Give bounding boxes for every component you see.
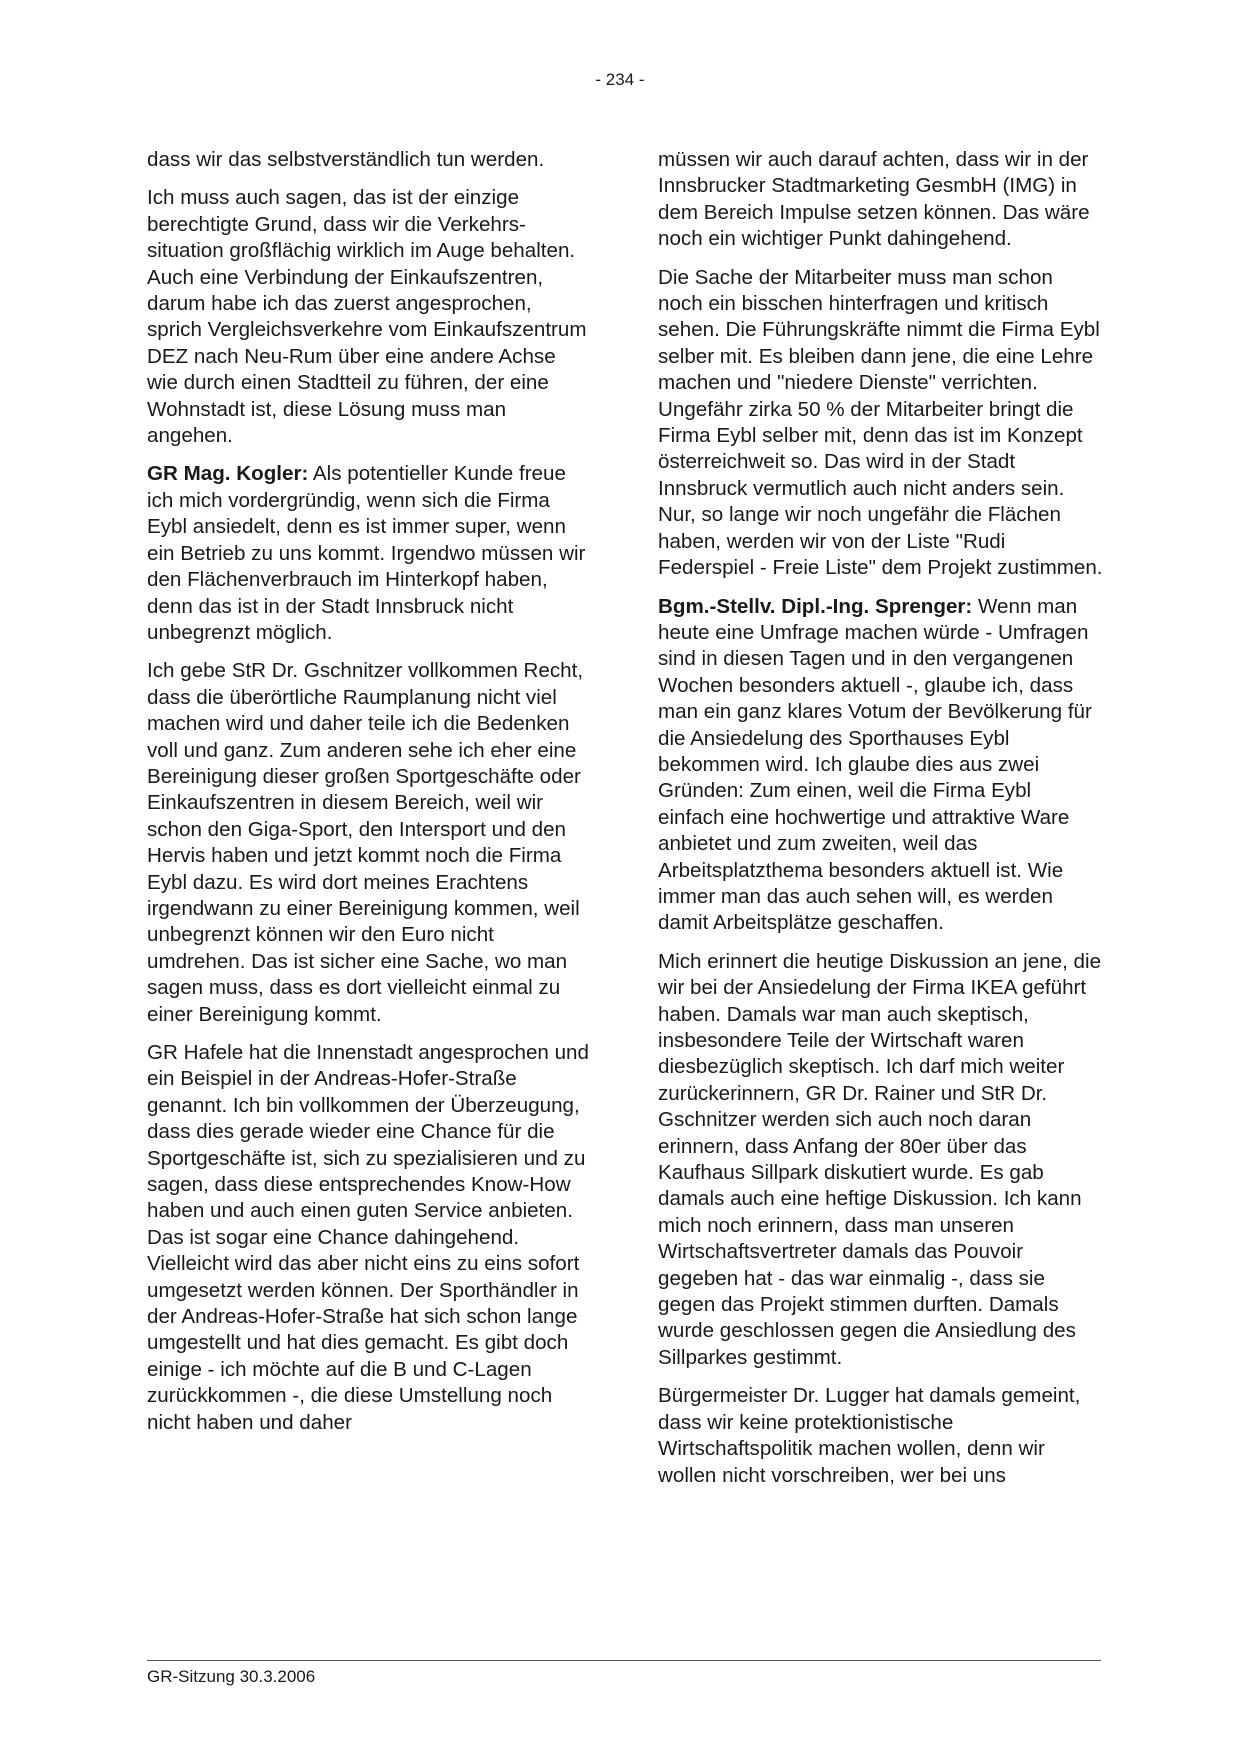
- paragraph: [147, 461, 592, 646]
- paragraph: dass wir das selbstverständlich tun werden.: [147, 148, 545, 171]
- paragraph: Ich muss auch sagen, das ist der einzige berechtigte Grund, dass wir die Verkehrssituation großflächig wirklich im Auge behalten. Auch eine Verbindung der Einkaufszentren, darum habe ich das zuerst angesprochen, sprich Vergleichsverkehre vom Einkaufszentrum DEZ nach Neu-Rum über eine andere Achse wie durch einen Stadtteil zu führen, der eine Wohnstadt ist, diese Lösung muss man angehen.: [147, 186, 587, 448]
- left-column: [147, 147, 592, 1448]
- footer-session-label: GR-Sitzung 30.3.2006: [147, 1667, 316, 1686]
- paragraph: Mich erinnert die heutige Diskussion an jene, die wir bei der Ansiedelung der Firma IKEA geführt haben. Damals war man auch skeptisch, insbesondere Teile der Wirtschaft waren diesbezüglich skeptisch. Ich darf mich weiter zurückerinnern, GR Dr. Rainer und StR Dr. Gschnitzer werden sich auch noch daran erinnern, dass Anfang der 80er über das Kaufhaus Sillpark diskutiert wurde. Es gab damals auch eine heftige Diskussion. Ich kann mich noch erinnern, dass man unseren Wirtschaftsvertreter damals das Pouvoir gegeben hat - das war einmalig -, dass sie gegen das Projekt stimmen durften. Damals wurde geschlossen gegen die Ansiedlung des Sillparkes gestimmt.: [658, 949, 1102, 1369]
- speaker-name: Bgm.-Stellv. Dipl.-Ing. Sprenger:: [658, 594, 973, 618]
- paragraph: [658, 594, 1103, 937]
- speech-text: Als potentieller Kunde freue ich mich vordergründig, wenn sich die Firma Eybl ansiedelt, denn es ist immer super, wenn ein Betrieb zu uns kommt. Irgendwo müssen wir den Flächenverbrauch im Hinterkopf haben, denn das ist in der Stadt Innsbruck nicht unbegrenzt möglich.: [147, 462, 586, 644]
- speaker-name: GR Mag. Kogler:: [147, 462, 309, 486]
- footer-divider: [147, 1660, 1101, 1661]
- right-column: [658, 147, 1103, 1501]
- page-number: - 234 -: [595, 70, 645, 89]
- speech-text: Wenn man heute eine Umfrage machen würde - Umfragen sind in diesen Tagen und in den vergangenen Wochen besonders aktuell -, glaube ich, dass man ein ganz klares Votum der Bevölkerung für die Ansiedelung des Sporthauses Eybl bekommen wird. Ich glaube dies aus zwei Gründen: Zum einen, weil die Firma Eybl einfach eine hochwertige und attraktive Ware anbietet und zum zweiten, weil das Arbeitsplatzthema besonders aktuell ist. Wie immer man das auch sehen will, es werden damit Arbeitsplätze geschaffen.: [658, 594, 1092, 935]
- paragraph: GR Hafele hat die Innenstadt angesprochen und ein Beispiel in der Andreas-Hofer-Straße genannt. Ich bin vollkommen der Überzeugung, dass dies gerade wieder eine Chance für die Sportgeschäfte ist, sich zu spezialisieren und zu sagen, dass diese entsprechendes Know-How haben und auch einen guten Service anbieten. Das ist sogar eine Chance dahingehend. Vielleicht wird das aber nicht eins zu eins sofort umgesetzt werden können. Der Sporthändler in der Andreas-Hofer-Straße hat sich schon lange umgestellt und hat dies gemacht. Es gibt doch einige - ich möchte auf die B und C-Lagen zurückkommen -, die diese Umstellung noch nicht haben und daher: [147, 1041, 589, 1434]
- paragraph: Die Sache der Mitarbeiter muss man schon noch ein bisschen hinterfragen und kritisch sehen. Die Führungskräfte nimmt die Firma Eybl selber mit. Es bleiben dann jene, die eine Lehre machen und "niedere Dienste" verrichten. Ungefähr zirka 50 % der Mitarbeiter bringt die Firma Eybl selber mit, denn das ist im Konzept österreichweit so. Das wird in der Stadt Innsbruck vermutlich auch nicht anders sein. Nur, so lange wir noch ungefähr die Flächen haben, werden wir von der Liste "Rudi Federspiel - Freie Liste" dem Projekt zustimmen.: [658, 265, 1103, 580]
- paragraph: Ich gebe StR Dr. Gschnitzer vollkommen Recht, dass die überörtliche Raumplanung nicht viel machen wird und daher teile ich die Bedenken voll und ganz. Zum anderen sehe ich eher eine Bereinigung dieser großen Sportgeschäfte oder Einkaufszentren in diesem Bereich, weil wir schon den Giga-Sport, den Intersport und den Hervis haben und jetzt kommt noch die Firma Eybl dazu. Es wird dort meines Erachtens irgendwann zu einer Bereinigung kommen, weil unbegrenzt können wir den Euro nicht umdrehen. Das ist sicher eine Sache, wo man sagen muss, dass es dort vielleicht einmal zu einer Bereinigung kommt.: [147, 659, 584, 1026]
- paragraph: Bürgermeister Dr. Lugger hat damals gemeint, dass wir keine protektionistische Wirtschaftspolitik machen wollen, denn wir wollen nicht vorschreiben, wer bei uns: [658, 1384, 1081, 1487]
- paragraph: müssen wir auch darauf achten, dass wir in der Innsbrucker Stadtmarketing GesmbH (IMG) in dem Bereich Impulse setzen können. Das wäre noch ein wichtiger Punkt dahingehend.: [658, 148, 1090, 251]
